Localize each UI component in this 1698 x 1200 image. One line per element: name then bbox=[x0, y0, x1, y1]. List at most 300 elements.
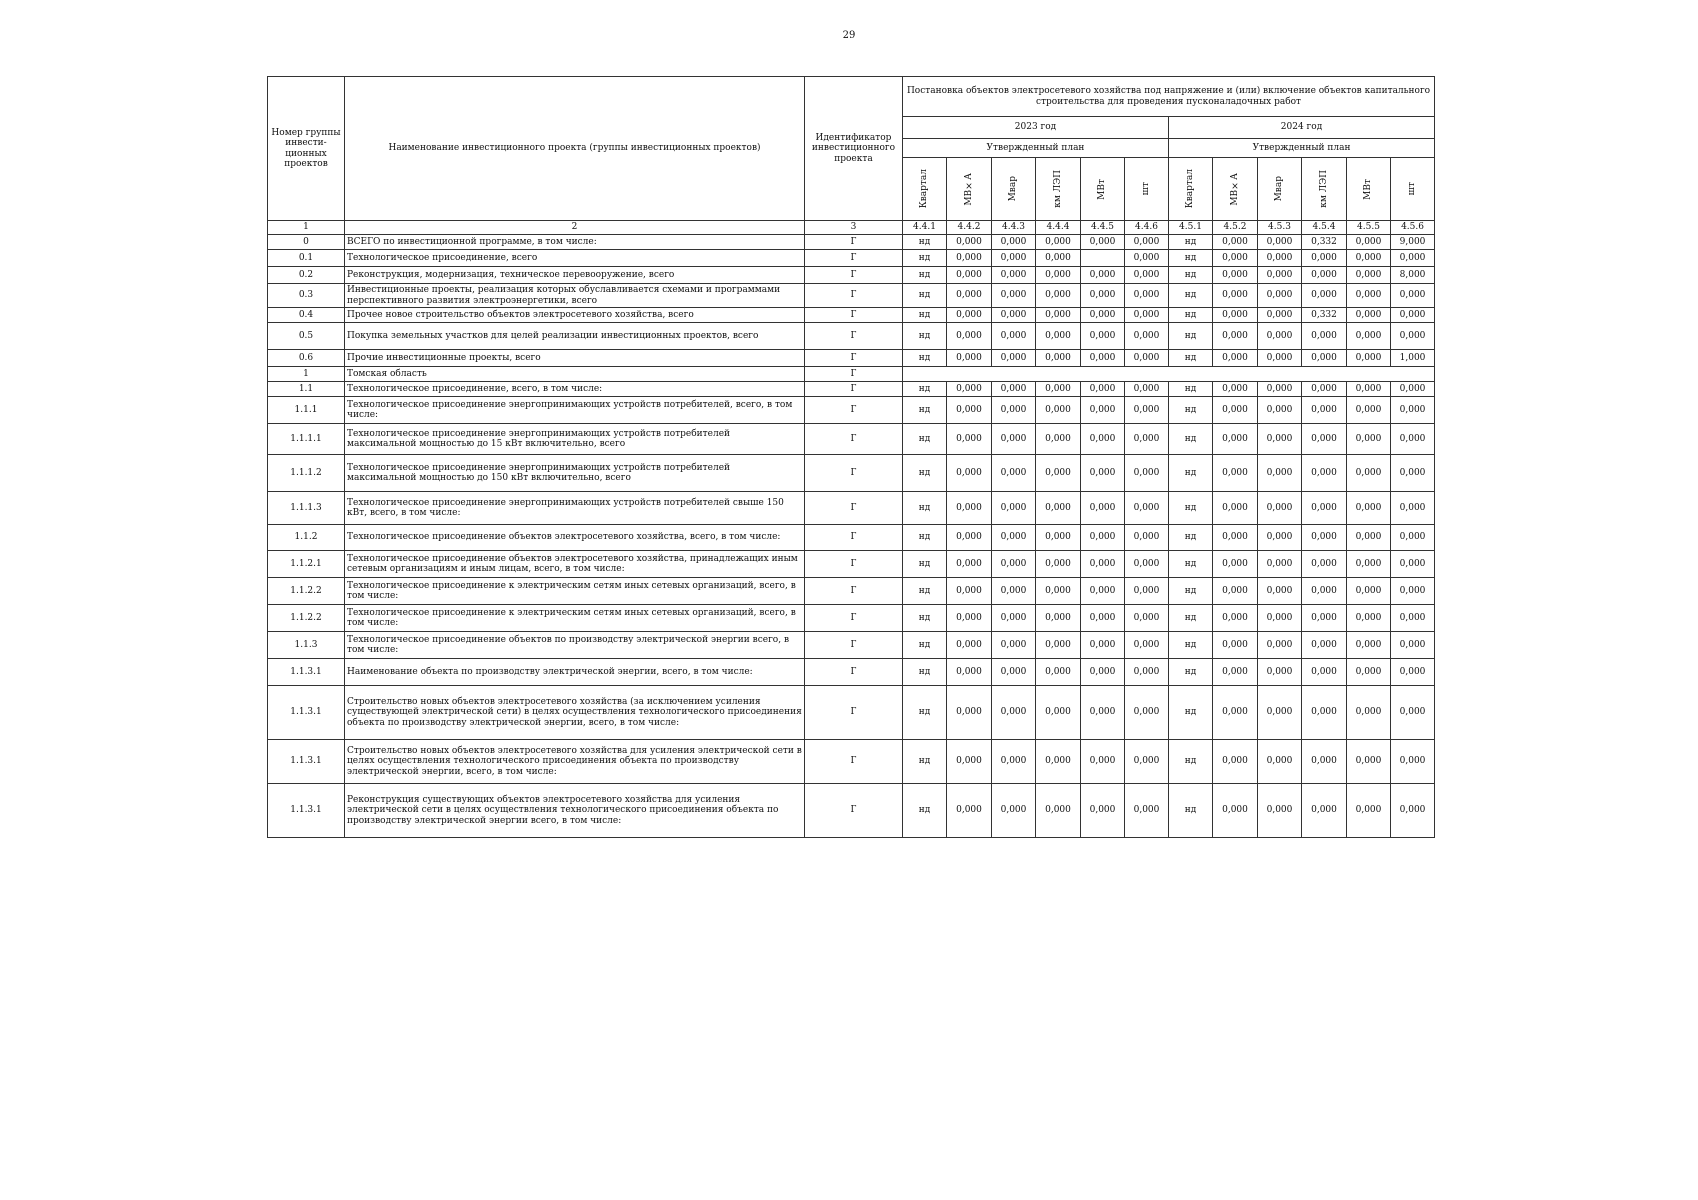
row-number: 0 bbox=[268, 235, 345, 250]
value-cell: 0,000 bbox=[1081, 284, 1125, 308]
row-number: 1.1.2 bbox=[268, 525, 345, 551]
value-cell: 0,000 bbox=[1081, 525, 1125, 551]
value-cell: нд bbox=[903, 525, 947, 551]
row-identifier: Г bbox=[805, 397, 903, 424]
column-index-cell: 4.5.4 bbox=[1302, 221, 1347, 235]
value-cell: 0,000 bbox=[1302, 659, 1347, 686]
header-energization: Постановка объектов электросетевого хозяйства под напряжение и (или) включение объектов капитального строительства для проведения пусконаладочных работ bbox=[903, 77, 1435, 117]
row-number: 1.1.2.2 bbox=[268, 578, 345, 605]
row-number: 1.1.1 bbox=[268, 397, 345, 424]
value-cell: 0,000 bbox=[1302, 284, 1347, 308]
header-unit-label: км ЛЭП bbox=[1318, 170, 1329, 208]
row-name: Томская область bbox=[345, 367, 805, 382]
value-cell: 0,000 bbox=[1302, 551, 1347, 578]
row-name: Покупка земельных участков для целей реализации инвестиционных проектов, всего bbox=[345, 323, 805, 350]
value-cell: 0,000 bbox=[1347, 605, 1391, 632]
value-cell: нд bbox=[1169, 578, 1213, 605]
column-index-cell: 2 bbox=[345, 221, 805, 235]
header-group-number: Номер группы инвести-ционных проектов bbox=[268, 77, 345, 221]
column-index-cell: 4.5.3 bbox=[1258, 221, 1302, 235]
value-cell: 0,000 bbox=[1258, 235, 1302, 250]
value-cell: 0,000 bbox=[1213, 740, 1258, 784]
header-unit bbox=[947, 158, 992, 221]
value-cell: 0,000 bbox=[1213, 284, 1258, 308]
value-cell: 0,000 bbox=[1081, 632, 1125, 659]
value-cell: 0,000 bbox=[1081, 686, 1125, 740]
row-name: Технологическое присоединение энергопринимающих устройств потребителей, всего, в том числе: bbox=[345, 397, 805, 424]
value-cell: 0,000 bbox=[1125, 350, 1169, 367]
row-identifier: Г bbox=[805, 267, 903, 284]
investment-table bbox=[267, 76, 1435, 838]
header-unit bbox=[1258, 158, 1302, 221]
value-cell: 0,000 bbox=[1125, 284, 1169, 308]
column-index-cell: 4.5.5 bbox=[1347, 221, 1391, 235]
row-identifier: Г bbox=[805, 740, 903, 784]
value-cell: 0,000 bbox=[1213, 308, 1258, 323]
value-cell: 0,000 bbox=[1081, 323, 1125, 350]
value-cell: 0,000 bbox=[1036, 686, 1081, 740]
value-cell: 0,000 bbox=[1302, 686, 1347, 740]
value-cell: 0,000 bbox=[992, 267, 1036, 284]
value-cell: 0,000 bbox=[947, 578, 992, 605]
value-cell: 0,000 bbox=[1391, 605, 1435, 632]
row-identifier: Г bbox=[805, 308, 903, 323]
value-cell: нд bbox=[903, 308, 947, 323]
value-cell: 0,000 bbox=[1213, 350, 1258, 367]
column-index-cell: 4.5.1 bbox=[1169, 221, 1213, 235]
value-cell: нд bbox=[1169, 455, 1213, 492]
value-cell: 0,000 bbox=[1125, 659, 1169, 686]
table-row bbox=[268, 382, 1435, 397]
value-cell: 0,000 bbox=[947, 492, 992, 525]
row-identifier: Г bbox=[805, 424, 903, 455]
column-index-cell: 4.4.3 bbox=[992, 221, 1036, 235]
value-cell: нд bbox=[1169, 250, 1213, 267]
header-unit bbox=[1391, 158, 1435, 221]
header-unit bbox=[1125, 158, 1169, 221]
value-cell: 0,000 bbox=[1213, 235, 1258, 250]
row-identifier: Г bbox=[805, 323, 903, 350]
value-cell: 0,000 bbox=[992, 632, 1036, 659]
table-row bbox=[268, 525, 1435, 551]
value-cell: нд bbox=[903, 784, 947, 838]
value-cell: 0,000 bbox=[1347, 397, 1391, 424]
value-cell: 0,000 bbox=[1391, 551, 1435, 578]
value-cell: 0,000 bbox=[1081, 605, 1125, 632]
row-number: 1.1.3.1 bbox=[268, 659, 345, 686]
value-cell: 0,000 bbox=[1125, 397, 1169, 424]
row-name: Строительство новых объектов электросетевого хозяйства (за исключением усиления существующей электрической сети) в целях осуществления технологического присоединения объекта по производству электрической энергии, всего, в том числе: bbox=[345, 686, 805, 740]
value-cell: 0,000 bbox=[1036, 250, 1081, 267]
value-cell: 0,000 bbox=[1347, 350, 1391, 367]
table-row bbox=[268, 308, 1435, 323]
value-cell: нд bbox=[903, 455, 947, 492]
row-number: 1.1.1.1 bbox=[268, 424, 345, 455]
table-row bbox=[268, 267, 1435, 284]
value-cell: 0,000 bbox=[1125, 492, 1169, 525]
value-cell: 0,000 bbox=[1036, 284, 1081, 308]
value-cell: 0,000 bbox=[1036, 308, 1081, 323]
value-cell: 0,000 bbox=[1302, 784, 1347, 838]
row-number: 1 bbox=[268, 367, 345, 382]
value-cell: 0,000 bbox=[1391, 740, 1435, 784]
value-cell: 0,000 bbox=[1258, 525, 1302, 551]
row-identifier: Г bbox=[805, 235, 903, 250]
value-cell: 0,000 bbox=[992, 235, 1036, 250]
value-cell: 0,000 bbox=[1258, 578, 1302, 605]
value-cell: 0,000 bbox=[1125, 267, 1169, 284]
table-row bbox=[268, 350, 1435, 367]
value-cell: 0,000 bbox=[1081, 235, 1125, 250]
value-cell: 0,000 bbox=[1081, 659, 1125, 686]
value-cell: нд bbox=[1169, 323, 1213, 350]
column-index-cell: 4.4.2 bbox=[947, 221, 992, 235]
value-cell: 0,000 bbox=[1258, 323, 1302, 350]
value-cell: нд bbox=[1169, 267, 1213, 284]
value-cell: 0,000 bbox=[1081, 350, 1125, 367]
value-cell: нд bbox=[903, 382, 947, 397]
value-cell: 0,000 bbox=[1036, 659, 1081, 686]
value-cell: 0,000 bbox=[947, 235, 992, 250]
column-index-cell: 4.4.5 bbox=[1081, 221, 1125, 235]
value-cell: 0,000 bbox=[947, 350, 992, 367]
row-name: Технологическое присоединение к электрическим сетям иных сетевых организаций, всего, в том числе: bbox=[345, 578, 805, 605]
value-cell: 0,000 bbox=[1125, 784, 1169, 838]
row-identifier: Г bbox=[805, 525, 903, 551]
row-number: 0.4 bbox=[268, 308, 345, 323]
row-number: 0.3 bbox=[268, 284, 345, 308]
value-cell: нд bbox=[1169, 525, 1213, 551]
value-cell: 0,000 bbox=[1213, 525, 1258, 551]
value-cell: нд bbox=[1169, 424, 1213, 455]
row-identifier: Г bbox=[805, 284, 903, 308]
value-cell: 0,000 bbox=[1036, 323, 1081, 350]
row-number: 0.2 bbox=[268, 267, 345, 284]
value-cell: 0,000 bbox=[1347, 784, 1391, 838]
value-cell: 0,000 bbox=[1302, 632, 1347, 659]
table-row bbox=[268, 492, 1435, 525]
header-unit bbox=[992, 158, 1036, 221]
row-name: Технологическое присоединение энергопринимающих устройств потребителей максимальной мощностью до 150 кВт включительно, всего bbox=[345, 455, 805, 492]
value-cell: 0,000 bbox=[1347, 740, 1391, 784]
value-cell: 0,000 bbox=[992, 740, 1036, 784]
value-cell: 0,000 bbox=[1213, 605, 1258, 632]
value-cell: 0,000 bbox=[1258, 397, 1302, 424]
value-cell: нд bbox=[903, 397, 947, 424]
value-cell: 0,000 bbox=[1036, 350, 1081, 367]
value-cell: 9,000 bbox=[1391, 235, 1435, 250]
header-unit bbox=[1169, 158, 1213, 221]
row-number: 1.1.3.1 bbox=[268, 686, 345, 740]
value-cell: 0,000 bbox=[1258, 455, 1302, 492]
table-row bbox=[268, 323, 1435, 350]
value-cell: 0,000 bbox=[947, 382, 992, 397]
value-cell: 0,000 bbox=[1125, 250, 1169, 267]
header-year-2023: 2023 год bbox=[903, 117, 1169, 139]
value-cell: 0,332 bbox=[1302, 308, 1347, 323]
value-cell: 0,000 bbox=[1302, 578, 1347, 605]
value-cell: 0,000 bbox=[1036, 455, 1081, 492]
value-cell: 0,000 bbox=[1213, 267, 1258, 284]
value-cell: 0,000 bbox=[1347, 686, 1391, 740]
value-cell: 0,000 bbox=[1036, 784, 1081, 838]
value-cell: 0,000 bbox=[1302, 250, 1347, 267]
value-cell: 0,000 bbox=[947, 323, 992, 350]
header-unit-label: шт bbox=[1407, 182, 1418, 196]
value-cell: 0,000 bbox=[1391, 284, 1435, 308]
value-cell: нд bbox=[903, 323, 947, 350]
value-cell: 0,000 bbox=[1391, 525, 1435, 551]
value-cell: 0,000 bbox=[1302, 323, 1347, 350]
row-name: Технологическое присоединение, всего, в том числе: bbox=[345, 382, 805, 397]
value-cell: 0,000 bbox=[1302, 267, 1347, 284]
value-cell: 0,000 bbox=[1125, 578, 1169, 605]
header-unit bbox=[1213, 158, 1258, 221]
row-number: 1.1.2.1 bbox=[268, 551, 345, 578]
header-year-2024: 2024 год bbox=[1169, 117, 1435, 139]
table-row bbox=[268, 235, 1435, 250]
value-cell: 0,000 bbox=[1213, 632, 1258, 659]
value-cell: 0,000 bbox=[1258, 250, 1302, 267]
value-cell: нд bbox=[1169, 308, 1213, 323]
header-unit bbox=[1081, 158, 1125, 221]
value-cell: 0,000 bbox=[1081, 455, 1125, 492]
value-cell: 0,000 bbox=[947, 605, 992, 632]
value-cell: 0,000 bbox=[1391, 323, 1435, 350]
value-cell: нд bbox=[1169, 784, 1213, 838]
column-index-cell: 4.4.6 bbox=[1125, 221, 1169, 235]
value-cell: 0,000 bbox=[1213, 323, 1258, 350]
row-name: Технологическое присоединение объектов по производству электрической энергии всего, в том числе: bbox=[345, 632, 805, 659]
value-cell: 0,000 bbox=[1258, 632, 1302, 659]
value-cell: 0,000 bbox=[992, 659, 1036, 686]
row-name: Прочее новое строительство объектов электросетевого хозяйства, всего bbox=[345, 308, 805, 323]
row-identifier: Г bbox=[805, 455, 903, 492]
value-cell: 0,000 bbox=[947, 308, 992, 323]
value-cell: 0,000 bbox=[992, 397, 1036, 424]
value-cell: 0,000 bbox=[1391, 632, 1435, 659]
column-index-cell: 3 bbox=[805, 221, 903, 235]
value-cell: 0,000 bbox=[1258, 686, 1302, 740]
value-cell: 0,000 bbox=[1125, 235, 1169, 250]
header-unit-label: МВ×А bbox=[963, 172, 974, 206]
empty-values-cell bbox=[903, 367, 1435, 382]
value-cell: 0,000 bbox=[1302, 382, 1347, 397]
value-cell: 0,000 bbox=[992, 784, 1036, 838]
value-cell: 0,000 bbox=[992, 308, 1036, 323]
value-cell: нд bbox=[1169, 397, 1213, 424]
value-cell: 0,000 bbox=[947, 551, 992, 578]
value-cell: 0,000 bbox=[947, 686, 992, 740]
table-row bbox=[268, 455, 1435, 492]
value-cell: 0,000 bbox=[1391, 492, 1435, 525]
value-cell: 0,000 bbox=[1347, 551, 1391, 578]
table-row bbox=[268, 551, 1435, 578]
header-unit-label: Мвар bbox=[1274, 176, 1285, 202]
value-cell: 0,000 bbox=[1125, 551, 1169, 578]
value-cell: 0,000 bbox=[1213, 250, 1258, 267]
value-cell: 0,000 bbox=[1302, 740, 1347, 784]
value-cell: 0,000 bbox=[1081, 492, 1125, 525]
value-cell: нд bbox=[903, 492, 947, 525]
header-unit-label: Квартал bbox=[919, 169, 930, 209]
value-cell: 0,000 bbox=[947, 784, 992, 838]
value-cell: нд bbox=[903, 605, 947, 632]
value-cell: 0,000 bbox=[1347, 632, 1391, 659]
value-cell: 0,000 bbox=[1036, 235, 1081, 250]
row-name: Строительство новых объектов электросетевого хозяйства для усиления электрической сети в целях осуществления технологического присоединения объекта по производству электрической энергии, всего, в том числе: bbox=[345, 740, 805, 784]
value-cell: 0,000 bbox=[992, 284, 1036, 308]
value-cell: 0,000 bbox=[1391, 250, 1435, 267]
row-identifier: Г bbox=[805, 367, 903, 382]
value-cell: 0,000 bbox=[1347, 578, 1391, 605]
value-cell: 0,000 bbox=[1302, 397, 1347, 424]
value-cell: 0,000 bbox=[1258, 350, 1302, 367]
value-cell: 0,000 bbox=[1391, 784, 1435, 838]
value-cell: нд bbox=[903, 235, 947, 250]
value-cell: 0,000 bbox=[1347, 284, 1391, 308]
header-unit-label: МВт bbox=[1363, 178, 1374, 200]
value-cell: 0,000 bbox=[1125, 308, 1169, 323]
value-cell: 0,000 bbox=[992, 250, 1036, 267]
value-cell: 0,000 bbox=[1347, 659, 1391, 686]
value-cell: 0,000 bbox=[1081, 740, 1125, 784]
table-row bbox=[268, 367, 1435, 382]
row-name: Технологическое присоединение объектов электросетевого хозяйства, всего, в том числе: bbox=[345, 525, 805, 551]
value-cell: 0,000 bbox=[992, 605, 1036, 632]
value-cell: нд bbox=[903, 632, 947, 659]
row-identifier: Г bbox=[805, 605, 903, 632]
row-name: Реконструкция, модернизация, техническое перевооружение, всего bbox=[345, 267, 805, 284]
table-row bbox=[268, 397, 1435, 424]
row-number: 1.1.1.3 bbox=[268, 492, 345, 525]
value-cell: 0,000 bbox=[1125, 740, 1169, 784]
value-cell: 0,000 bbox=[1258, 308, 1302, 323]
table-row bbox=[268, 686, 1435, 740]
value-cell: 0,000 bbox=[992, 525, 1036, 551]
value-cell: 0,000 bbox=[1036, 397, 1081, 424]
header-unit-label: км ЛЭП bbox=[1052, 170, 1063, 208]
value-cell: нд bbox=[1169, 284, 1213, 308]
value-cell: 1,000 bbox=[1391, 350, 1435, 367]
value-cell: 0,000 bbox=[992, 455, 1036, 492]
value-cell: 0,000 bbox=[1258, 284, 1302, 308]
value-cell: 0,000 bbox=[992, 551, 1036, 578]
value-cell: 0,000 bbox=[1391, 686, 1435, 740]
value-cell: 0,000 bbox=[1036, 525, 1081, 551]
value-cell: нд bbox=[1169, 235, 1213, 250]
table-row bbox=[268, 578, 1435, 605]
value-cell: нд bbox=[903, 740, 947, 784]
row-identifier: Г bbox=[805, 632, 903, 659]
value-cell: 0,000 bbox=[1081, 397, 1125, 424]
value-cell: нд bbox=[1169, 659, 1213, 686]
value-cell: 0,000 bbox=[1213, 686, 1258, 740]
value-cell: 0,000 bbox=[1036, 551, 1081, 578]
row-name: Инвестиционные проекты, реализация которых обуславливается схемами и программами перспективного развития электроэнергетики, всего bbox=[345, 284, 805, 308]
value-cell: 0,000 bbox=[1391, 455, 1435, 492]
value-cell: 0,000 bbox=[1213, 578, 1258, 605]
value-cell: 0,000 bbox=[1391, 424, 1435, 455]
value-cell: 0,000 bbox=[1258, 551, 1302, 578]
row-name: Технологическое присоединение энергопринимающих устройств потребителей свыше 150 кВт, всего, в том числе: bbox=[345, 492, 805, 525]
row-number: 0.1 bbox=[268, 250, 345, 267]
row-identifier: Г bbox=[805, 784, 903, 838]
value-cell: 0,000 bbox=[1036, 382, 1081, 397]
value-cell: 0,000 bbox=[947, 284, 992, 308]
header-plan-2023: Утвержденный план bbox=[903, 139, 1169, 158]
table-row bbox=[268, 784, 1435, 838]
value-cell: 0,000 bbox=[1347, 382, 1391, 397]
table-row bbox=[268, 250, 1435, 267]
value-cell: 0,000 bbox=[1347, 323, 1391, 350]
value-cell: нд bbox=[1169, 382, 1213, 397]
value-cell: 0,000 bbox=[1036, 578, 1081, 605]
value-cell: нд bbox=[903, 551, 947, 578]
value-cell: 0,000 bbox=[1347, 525, 1391, 551]
row-identifier: Г bbox=[805, 382, 903, 397]
value-cell: нд bbox=[1169, 492, 1213, 525]
value-cell: нд bbox=[1169, 605, 1213, 632]
value-cell: 0,000 bbox=[1125, 382, 1169, 397]
table-row bbox=[268, 605, 1435, 632]
value-cell: 0,000 bbox=[1213, 397, 1258, 424]
value-cell bbox=[1081, 250, 1125, 267]
value-cell: 0,000 bbox=[1213, 784, 1258, 838]
value-cell: 0,000 bbox=[1391, 308, 1435, 323]
row-number: 1.1.2.2 bbox=[268, 605, 345, 632]
value-cell: 0,000 bbox=[1213, 382, 1258, 397]
value-cell: 0,000 bbox=[1081, 308, 1125, 323]
value-cell: 0,000 bbox=[947, 250, 992, 267]
value-cell: 0,000 bbox=[947, 659, 992, 686]
value-cell: 0,000 bbox=[1258, 492, 1302, 525]
value-cell: 8,000 bbox=[1391, 267, 1435, 284]
value-cell: нд bbox=[1169, 350, 1213, 367]
value-cell: 0,000 bbox=[1302, 525, 1347, 551]
value-cell: 0,000 bbox=[992, 323, 1036, 350]
value-cell: 0,000 bbox=[947, 740, 992, 784]
value-cell: 0,000 bbox=[1081, 784, 1125, 838]
value-cell: 0,000 bbox=[1081, 424, 1125, 455]
column-index-cell: 4.4.4 bbox=[1036, 221, 1081, 235]
value-cell: 0,000 bbox=[1347, 424, 1391, 455]
value-cell: 0,000 bbox=[1125, 632, 1169, 659]
column-index-cell: 1 bbox=[268, 221, 345, 235]
value-cell: нд bbox=[903, 424, 947, 455]
row-number: 1.1.3.1 bbox=[268, 740, 345, 784]
value-cell: 0,332 bbox=[1302, 235, 1347, 250]
row-identifier: Г bbox=[805, 492, 903, 525]
header-unit-label: МВ×А bbox=[1229, 172, 1240, 206]
header-unit-label: Мвар bbox=[1008, 176, 1019, 202]
value-cell: 0,000 bbox=[992, 424, 1036, 455]
value-cell: 0,000 bbox=[1347, 235, 1391, 250]
header-plan-2024: Утвержденный план bbox=[1169, 139, 1435, 158]
row-name: Наименование объекта по производству электрической энергии, всего, в том числе: bbox=[345, 659, 805, 686]
value-cell: 0,000 bbox=[947, 267, 992, 284]
table-row bbox=[268, 659, 1435, 686]
row-number: 0.5 bbox=[268, 323, 345, 350]
value-cell: 0,000 bbox=[1347, 455, 1391, 492]
value-cell: 0,000 bbox=[1081, 551, 1125, 578]
value-cell: 0,000 bbox=[1081, 267, 1125, 284]
value-cell: 0,000 bbox=[1391, 578, 1435, 605]
row-number: 1.1 bbox=[268, 382, 345, 397]
value-cell: 0,000 bbox=[1036, 492, 1081, 525]
row-name: Реконструкция существующих объектов электросетевого хозяйства для усиления электрической сети в целях осуществления технологического присоединения объекта по производству электрической энергии всего, в том числе: bbox=[345, 784, 805, 838]
value-cell: 0,000 bbox=[1036, 424, 1081, 455]
